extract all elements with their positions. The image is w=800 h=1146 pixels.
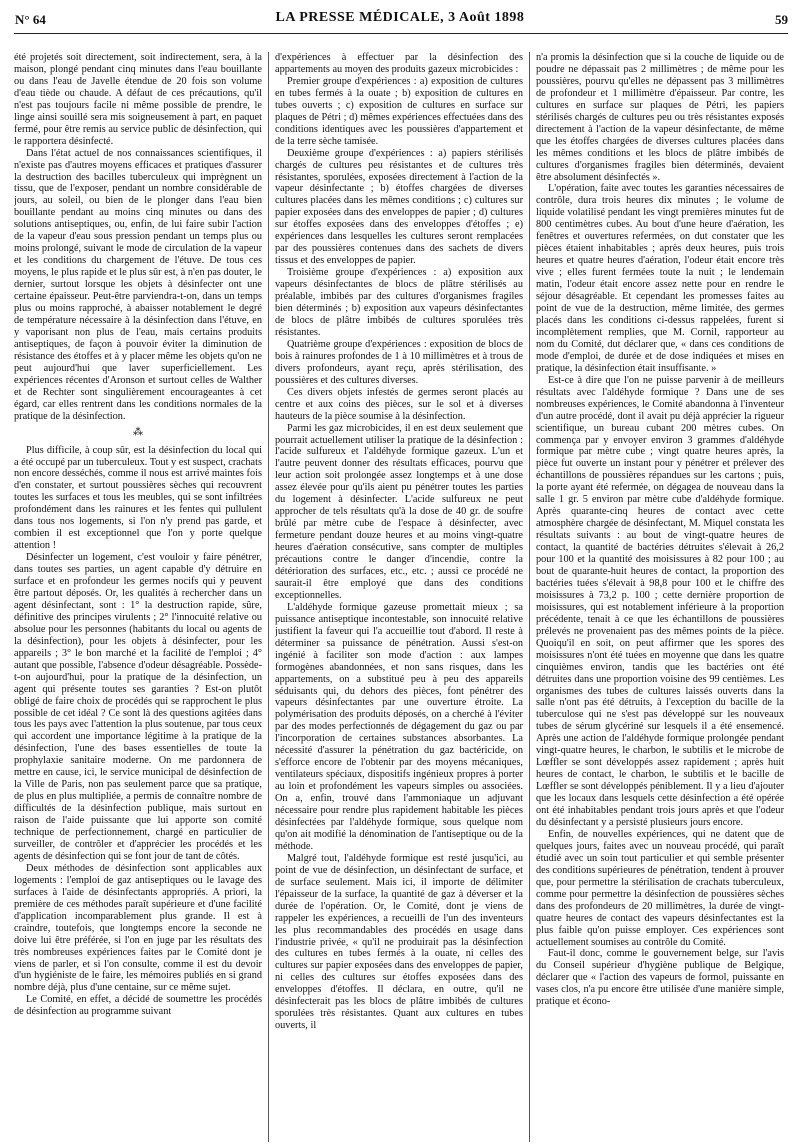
paragraph: Quatrième groupe d'expériences : exposition de blocs de bois à rainures profondes de 1 à 10 millimètres et à trous de divers profondeurs, ayant reçu, après stérilisation, des poussières et des cultures diverses.	[275, 338, 523, 386]
page-header	[0, 0, 800, 40]
paragraph: Deuxième groupe d'expériences : a) papiers stérilisés chargés de cultures peu résistantes et de cultures très résistantes, sporulées, exposées directement à l'action de la vapeur désinfectante ; b) étoffes chargées de diverses cultures placées dans les mêmes conditions ; c) cultures sur papier exposées dans des enveloppes de papier ; d) cultures sur étoffes exposées dans des enveloppes d'étoffes ; e) expériences dans lesquelles les cultures seront remplacées par des poussières contenues dans des sachets de divers tissus et des enveloppes de papier.	[275, 147, 523, 267]
paragraph: n'a promis la désinfection que si la couche de liquide ou de poudre ne dépassait pas 2 millimètres ; de même pour les poussières, pourvu qu'elles ne dépassent pas 3 millimètres de profondeur et 1 millimètre d'épaisseur. Par contre, les cultures en surface sur plaques de Pétri, les papiers stérilisés chargés de cultures peu ou très résistantes exposés directement à l'action de la vapeur désinfectante, de même que les étoffes chargées de diverses cultures placées dans les mêmes conditions et les blocs de plâtre imbibés de cultures d'organismes fragiles bien déterminés, devaient être absolument désinfectés ».	[536, 52, 784, 183]
paragraph: Troisième groupe d'expériences : a) exposition aux vapeurs désinfectantes de blocs de plâtre stérilisés au préalable, imbibés par des cultures d'organismes fragiles bien déterminés ; b) exposition aux vapeurs désinfectantes de blocs de plâtre imbibés de cultures sporulées très résistantes.	[275, 267, 523, 338]
paragraph: Deux méthodes de désinfection sont applicables aux logements : l'emploi de gaz antiseptiques ou le lavage des surfaces à l'aide de désinfectants appropriés. A priori, la première de ces méthodes paraît supérieure et d'une facilité d'application incomparablement plus grande. Il est à craindre, toutefois, que longtemps encore la seconde ne doive lui être préférée, si l'on en juge par les résultats des très nombreuses expériences faites par le Comité dont je viens de parler, et si l'on consulte, comme il est du devoir d'un hygiéniste de le faire, les mémoires publiés en si grand nombre déjà, plus d'une centaine, sur ce même sujet.	[14, 862, 262, 994]
paragraph: Parmi les gaz microbicides, il en est deux seulement que pourrait actuellement utiliser la pratique de la désinfection : l'acide sulfureux et l'aldéhyde formique gazeux. L'un et l'autre peuvent donner des résultats efficaces, pourvu que leur action soit prolongée assez longtemps et à une dose assez élevée pour qu'ils aient pu pénétrer toutes les parties du logement à désinfecter. L'acide sulfureux ne peut approcher de tels résultats qu'à la dose de 40 gr. de soufre brûlé par mètre cube de l'espace à désinfecter, avec fermeture pendant douze heures et au moins vingt-quatre heures d'aération consécutive, sans compter de multiples précautions contre le danger d'incendie, contre la détérioration des surfaces, etc., etc. ; aussi ce procédé ne saurait-il être employé que dans des conditions exceptionnelles.	[275, 422, 523, 601]
column-divider	[529, 52, 530, 1142]
paragraph: L'opération, faite avec toutes les garanties nécessaires de contrôle, dura trois heures dix minutes ; le volume de liquide volatilisé pendant les vingt premières minutes fut de 800 centimètres cubes. Au bout d'une heure d'aération, les fenêtres et ouvertures refermées, on dut constater que les pièces étaient inhabitables ; après deux heures, puis trois heures et quatre heures d'aération, l'odeur était encore très vive ; elles furent fermées toute la nuit ; le lendemain matin, l'odeur était encore assez nette pour en rendre le séjour désagréable. Et cependant les promesses faites au point de vue de la destruction, même limitée, des germes placés dans les conditions ci-dessus rappelées, furent si incomplètement remplies, que M. Cornil, rapporteur au nom du Comité, dut déclarer que, « dans ces conditions de mode d'emploi, de durée et de dose indiquées et mises en pratique, la désinfection était insuffisante. »	[536, 183, 784, 374]
paragraph: été projetés soit directement, soit indirectement, sera, à la maison, plongé pendant cinq minutes dans l'eau bouillante ou dans l'eau de Javelle étendue de 20 fois son volume d'eau tiède ou chaude. A défaut de ces précautions, qu'il n'est pas toujours facile ni même possible de prendre, le linge ainsi souillé sera mis soigneusement à part, en paquet fermé, pour être remis au service public de désinfection, qui le rapportera désinfecté.	[14, 52, 262, 147]
text-column-2	[275, 52, 523, 1142]
paragraph: Enfin, de nouvelles expériences, qui ne datent que de quelques jours, faites avec un nouveau procédé, qui paraît étudié avec un soin tout particulier et qui semble présenter des conditions supérieures de pénétration, tendent à prouver que, pour permettre la stérilisation de crachats tuberculeux, comme pour permettre la désinfection de poussières sèches dans des profondeurs de 20 millimètres, la durée de vingt-quatre heures de contact des vapeurs désinfectantes est la plus faible qu'on puisse employer. Ces expériences sont actuellement soumises au contrôle du Comité.	[536, 828, 784, 948]
column-divider	[268, 52, 269, 1142]
paragraph: Le Comité, en effet, a décidé de soumettre les procédés de désinfection au programme suivant	[14, 994, 262, 1018]
paragraph: Est-ce à dire que l'on ne puisse parvenir à de meilleurs résultats avec l'aldéhyde formique ? Dans une de ses nombreuses expériences, le Comité abandonna à l'inventeur d'un autre procédé, dont il avait pu déjà apprécier la rigueur scientifique, un bureau cubant 200 mètres cubes. On commença par y envoyer environ 3 grammes d'aldéhyde formique par mètre cube ; vingt quatre heures après, la pièce fut ouverte un instant pour y pénétrer et prélever des échantillons de poussières répandues sur les cartons ; puis, la porte ayant été refermée, on dégagea de nouveau dans la salle 1 gr. 5 environ par mètre cube d'aldéhyde formique. Après quarante-cinq heures de contact avec cette atmosphère chargée de désinfectant, M. Miquel constata les résultats suivants : au bout de vingt-quatre heures de contact, la quantité de bactéries détruites s'élevait à 26,2 pour 100 et la quantité des moisissures à 82 pour 100 ; au bout de quarante-huit heures de contact, la proportion des bactéries tuées s'élevait à 98,8 pour 100 et le chiffre des moisissures à 73,2 p. 100 ; cette dernière proportion de moisissures, qui est notablement inférieure à la proportion précédente, tenait à ce que les échantillons de poussières prélevés ne provenaient pas des mêmes points de la pièce. Quoiqu'il en soit, on peut affirmer que les spores des moisissures n'ont été tuées en moyenne que dans les quatre cinquièmes environ, tandis que les bactéries ont été détruites dans une proportion voisine des 99 centièmes. Les organismes des tubes de cultures laissés ouverts dans la salle n'ont pas été détruits, à l'exception du bacille de la tuberculose qui ne s'est pas développé sur les nouveaux tubes de sérum glycériné sur lesquels il a été ensemencé. Après une action de l'aldéhyde formique prolongée pendant vingt-quatre heures, le charbon, le subtilis et le microbe de Lœffler se sont développés assez rapidement ; après huit heures de contact, le charbon, le subtilis et le bacille de Lœffler se sont développés péniblement. Il y a lieu d'ajouter que les locaux dans lesquels cette désinfection a été opérée ont été inhabitables pendant trois jours après et que l'odeur du désinfectant y a persisté plusieurs jours encore.	[536, 374, 784, 828]
issue-number: N° 64	[15, 12, 46, 27]
text-column-1	[14, 52, 262, 1142]
section-separator: ⁂	[133, 426, 143, 438]
paragraph: Ces divers objets infestés de germes seront placés au centre et aux coins des pièces, sur le sol et à diverses hauteurs de la pièce soumise à la désinfection.	[275, 386, 523, 422]
paragraph: d'expériences à effectuer par la désinfection des appartements au moyen des produits gazeux microbicides :	[275, 52, 523, 75]
journal-title: LA PRESSE MÉDICALE, 3 Août 1898	[275, 10, 525, 25]
paragraph: Dans l'état actuel de nos connaissances scientifiques, il n'existe pas d'autres moyens efficaces et pratiques d'assurer la destruction des bacilles tuberculeux qui imprègnent un tissu, que de l'exposer, pendant un nombre considérable de jours, au soleil, ou bien de le plonger dans l'eau bien bouillante pendant au moins cinq minutes ou dans des solutions antiseptiques, ou, enfin, de lui faire subir l'action de la vapeur d'eau sous pression pendant un temps plus ou moins prolongé, suivant le mode de circulation de la vapeur et les conditions du chargement de l'étuve. De tous ces moyens, le plus rapide et le plus sûr est, à n'en pas douter, le dernier, surtout lorsque les objets à désinfecter ont une certaine épaisseur. Peut-être parviendra-t-on, dans un temps plus ou moins rapproché, à abaisser notablement le degré de température nécessaire à la désinfection dans l'étuve, en y vaporisant non plus de l'eau, mais certains produits antiseptiques, de façon à pouvoir éviter la diminution de résistance des étoffes et à y placer même les objets qu'on ne peut aujourd'hui que laver superficiellement. Les expériences récentes d'Aronson et surtout celles de Walther et de Rechter sont singulièrement encourageantes à cet égard, car elles rentrent dans les conditions normales de la pratique de la désinfection.	[14, 147, 262, 422]
paragraph: Désinfecter un logement, c'est vouloir y faire pénétrer, dans toutes ses parties, un agent capable d'y détruire en surface et en profondeur les germes nocifs qui y peuvent être partout déposés. Or, les qualités à rechercher dans un agent désinfectant, sont : 1° la destruction rapide, sûre, définitive des principes virulents ; 2° l'innocuité relative ou absolue pour les personnes (habitants du local ou agents de la désinfection), pour les objets à désinfecter, pour les appareils ; 3° le bon marché et la facilité de l'emploi ; 4° autant que possible, l'absence d'odeur désagréable. Possède-t-on aujourd'hui, pour la pratique de la désinfection, un agent qui présente toutes ses garanties ? Est-on plutôt obligé de faire choix de procédés qui se rapprochent le plus possible de cet idéal ? Ce sont là des questions agitées dans tous les pays avec l'attention la plus soutenue, par tous ceux qui accordent une importance légitime à la pratique de la désinfection, l'une des bases essentielles de toute la prophylaxie sanitaire moderne. On me pardonnera de mettre en cause, ici, le service municipal de désinfection de la Ville de Paris, non pas seulement parce que sa pratique, de plus en plus multipliée, a permis de connaître nombre de difficultés de la désinfection publique, mais surtout en raison de l'aide puissante que lui apporte son comité technique de perfectionnement, chargé en particulier de surveiller, de contrôler et d'apprécier les procédés et les agents de désinfection qui se font jour de tant de côtés.	[14, 552, 262, 862]
paragraph: Plus difficile, à coup sûr, est la désinfection du local qui a été occupé par un tuberculeux. Tout y est suspect, crachats non encore desséchés, comme il nous est arrivé maintes fois d'en constater, et surtout poussières sèches qui recouvrent toutes les surfaces et tous les meubles, qui se sont infiltrées profondément dans les rainures et les fentes qui pullulent dans tous nos logements, si l'on n'y prend pas garde, et combien il est exceptionnel que l'on y porte quelque attention !	[14, 444, 262, 552]
header-rule	[14, 33, 788, 34]
paragraph: Malgré tout, l'aldéhyde formique est resté jusqu'ici, au point de vue de désinfection, un désinfectant de surface, et de surface seulement. Mais ici, il importe de délimiter l'épaisseur de la surface, la quantité de gaz à déverser et la durée de l'opération. Or, le Comité, dont je viens de rappeler les expériences, a recueilli de l'un des inventeurs les plus recommandables des procédés en usage dans l'industrie privée, « qu'il ne produirait pas la désinfection des cultures en tubes fermés à la ouate, ni celles des cultures sur papier exposées dans des enveloppes de papier, ni celles des cultures sur étoffes exposées dans des enveloppes d'étoffes. Il déclara, en outre, qu'il ne désinfecterait pas les blocs de plâtre imbibés de cultures sporulées très résistantes. Quant aux cultures en tubes ouverts, il	[275, 852, 523, 1032]
paragraph: Premier groupe d'expériences : a) exposition de cultures en tubes fermés à la ouate ; b) exposition de cultures en tubes ouverts ; c) exposition de cultures en surface sur plaques de Pétri ; d) mêmes expériences effectuées dans des conditions identiques avec les poussières d'appartement et de la terre sèche tamisée.	[275, 75, 523, 147]
paragraph: Faut-il donc, comme le gouvernement belge, sur l'avis du Conseil supérieur d'hygiène publique de Belgique, déclarer que « l'action des vapeurs de formol, puissante en vases clos, n'a pu encore être utilisée d'une manière simple, pratique et écono-	[536, 948, 784, 1008]
text-column-3	[536, 52, 784, 1142]
page-number: 59	[775, 12, 788, 27]
paragraph: L'aldéhyde formique gazeuse promettait mieux ; sa puissance antiseptique incontestable, son innocuité relative justifient la faveur qui l'a accueillie tout d'abord. Il reste à déterminer sa puissance de pénétration. Aussi s'est-on ingénié à faciliter son mode d'action : aux lampes formogènes abandonnées, et non sans risques, dans les appartements, on a substitué peu à peu des appareils séduisants qui, du dehors des pièces, font pénétrer des vapeurs désinfectantes par une ouverture étroite. La polymérisation des produits déposés, on a cherché à l'éviter par des modes perfectionnés de dégagement du gaz ou par l'incorporation de certaines substances absorbantes. La nécessité d'assurer la pénétration du gaz bactéricide, on s'efforce encore de l'obtenir par des moyens mécaniques, ventilateurs spéciaux, dispositifs ingénieux propres à porter au loin et profondément les vapeurs simples ou associées. On a, enfin, trouvé dans l'ammoniaque un adjuvant nécessaire pour rendre plus rapidement habitable les pièces désinfectées par l'aldéhyde formique, sous quelque nom qu'on ait modifié la dénomination de l'antiseptique ou de la méthode.	[275, 601, 523, 852]
